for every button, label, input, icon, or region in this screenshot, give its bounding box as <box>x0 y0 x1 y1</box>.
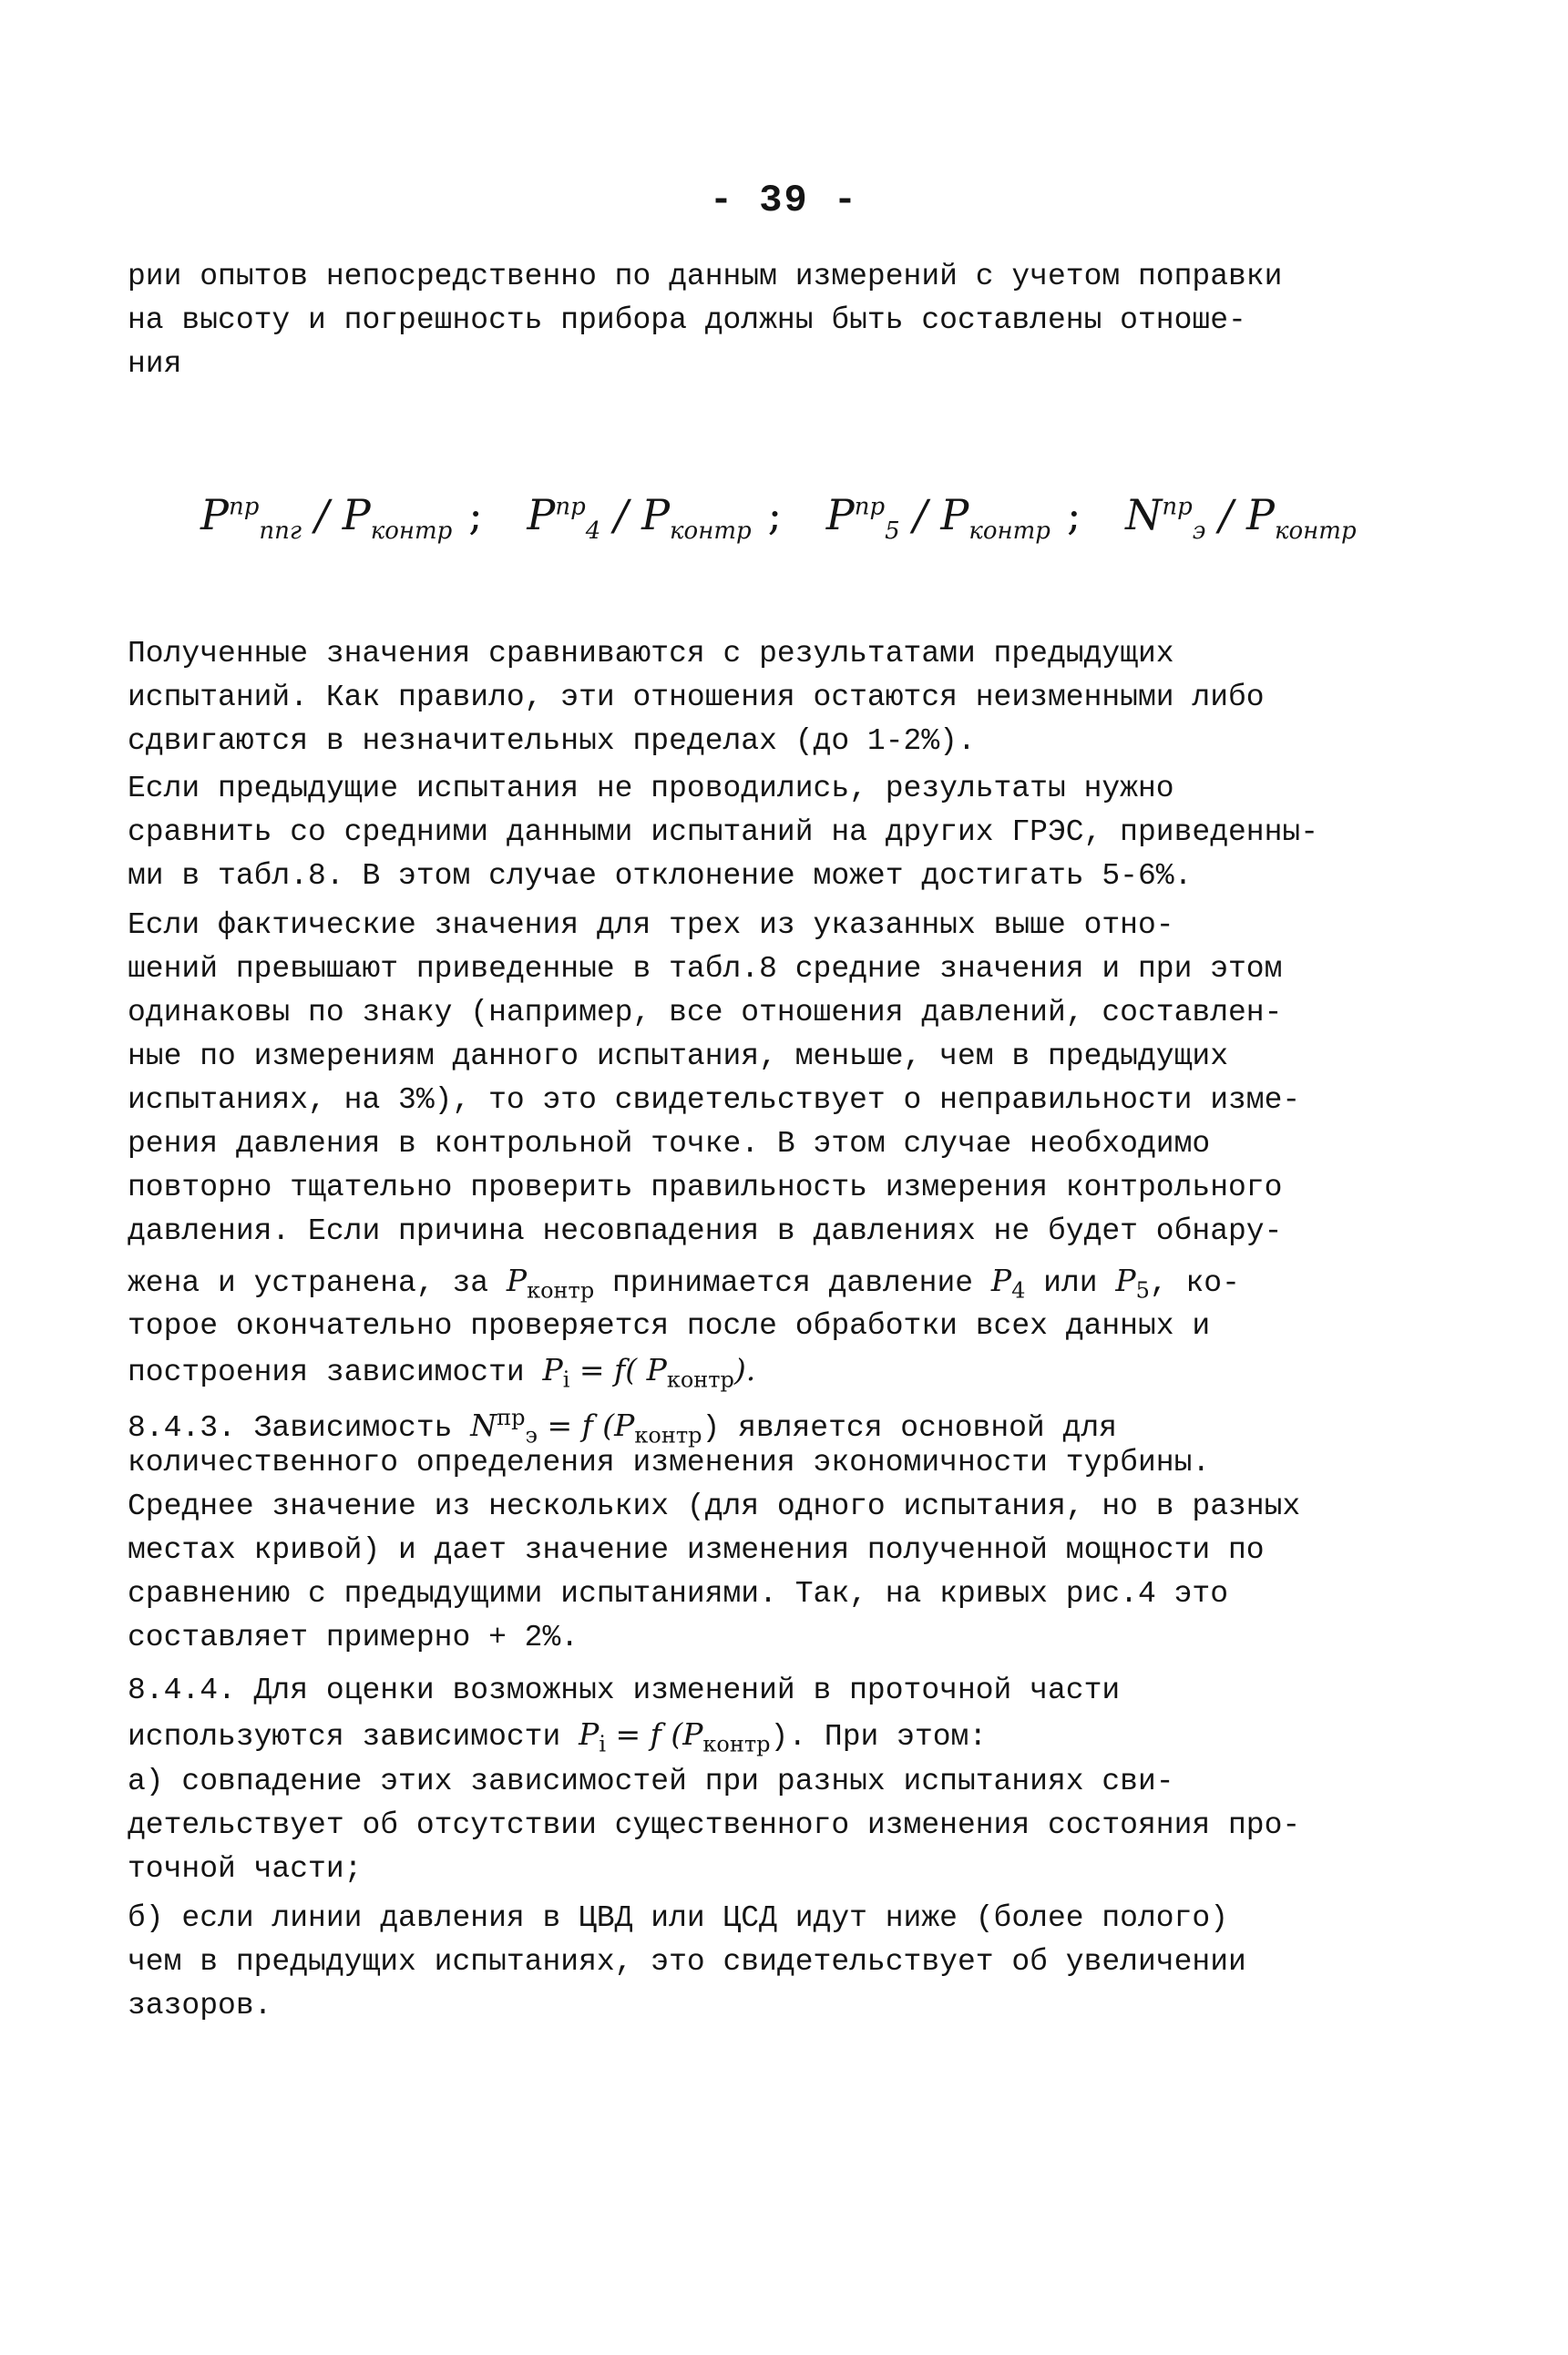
text-line: жена и устранена, за $P_{контр}$ принимается давление $P_4$ или $P_5$, ко- <box>128 1263 1240 1304</box>
text-line: Если предыдущие испытания не проводились, результаты нужно <box>128 772 1174 805</box>
page-number: - 39 - <box>709 179 859 222</box>
text-line: сравнению с предыдущими испытаниями. Так, на кривых рис.4 это <box>128 1577 1228 1611</box>
text-line: 8.4.4. Для оценки возможных изменений в проточной части <box>128 1674 1121 1707</box>
text-line: точной части; <box>128 1852 363 1886</box>
pressure-dependence-formula: $P_i = f$ ($P_{контр}$ <box>579 1716 771 1757</box>
text-line: количественного определения изменения экономичности турбины. <box>128 1446 1211 1480</box>
ratio-ne: $N^{пр}_э / P_{контр}$ <box>1125 490 1357 546</box>
text-line: сравнить со средними данными испытаний на других ГРЭС, приведенны- <box>128 815 1319 849</box>
text-line: рения давления в контрольной точке. В этом случае необходимо <box>128 1127 1211 1161</box>
text-line: б) если линии давления в ЦВД или ЦСД идут ниже (более пологo) <box>128 1901 1228 1935</box>
dependence-formula: $P_i = f$( $P_{контр}$). <box>542 1352 756 1393</box>
text-line: на высоту и погрешность прибора должны быть составлены отноше- <box>128 303 1246 337</box>
text-line: построения зависимости $P_i = f$( $P_{контр}$). <box>128 1352 756 1393</box>
power-dependence-formula: $N^{пр}_э = f$ ($P_{контр}$ <box>470 1405 702 1449</box>
text-line: шений превышают приведенные в табл.8 средние значения и при этом <box>128 952 1283 986</box>
text-line: детельствует об отсутствии существенного изменения состояния про- <box>128 1808 1301 1842</box>
ratio-ppg: $P^{пр}_{ппг} / P_{контр}$ <box>200 490 453 546</box>
text-line: ми в табл.8. В этом случае отклонение может достигать 5-6%. <box>128 859 1193 893</box>
formula-separator: ; <box>767 490 783 539</box>
text-line: ния <box>128 347 182 381</box>
formula-separator: ; <box>1066 490 1081 539</box>
p5-symbol: $P_5$ <box>1115 1263 1150 1304</box>
text-line: повторно тщательно проверить правильность измерения контрольного <box>128 1171 1283 1204</box>
ratios-formula <box>200 490 1358 572</box>
text-line: испытаний. Как правило, эти отношения остаются неизменными либо <box>128 681 1265 714</box>
text-line: торое окончательно проверяется после обработки всех данных и <box>128 1309 1211 1343</box>
text-line: зазоров. <box>128 1989 272 2022</box>
text-line: а) совпадение этих зависимостей при разных испытаниях сви- <box>128 1765 1174 1798</box>
text-line: 8.4.3. Зависимость $N^{пр}_э = f$ $(P_{контр})$ является основной для <box>128 1405 1117 1449</box>
text-line: местах кривой) и дает значение изменения полученной мощности по <box>128 1533 1265 1567</box>
text-line: рии опытов непосредственно по данным измерений с учетом поправки <box>128 260 1283 293</box>
ratio-p5: $P^{пр}_5 / P_{контр}$ <box>825 490 1050 546</box>
text-line: давления. Если причина несовпадения в давлениях не будет обнару- <box>128 1214 1283 1248</box>
formula-separator: ; <box>468 490 483 539</box>
text-line: сдвигаются в незначительных пределах (до 1-2%). <box>128 724 976 758</box>
text-line: чем в предыдущих испытаниях, это свидетельствует об увеличении <box>128 1945 1246 1979</box>
ratio-p4: $P^{пр}_4 / P_{контр}$ <box>527 490 752 546</box>
text-line: Полученные значения сравниваются с результатами предыдущих <box>128 637 1174 671</box>
text-line: используются зависимости $P_i = f$ $(P_{контр})$. При этом: <box>128 1716 988 1757</box>
p4-symbol: $P_4$ <box>990 1263 1026 1304</box>
text-line: составляет примерно + 2%. <box>128 1621 579 1654</box>
text-line: одинаковы по знаку (например, все отношения давлений, составлен- <box>128 996 1283 1029</box>
p-kontr-symbol: $P_{контр}$ <box>506 1263 595 1304</box>
text-line: испытаниях, на 3%), то это свидетельствует о неправильности изме- <box>128 1083 1301 1117</box>
text-line: Если фактические значения для трех из указанных выше отно- <box>128 908 1174 942</box>
text-line: Среднее значение из нескольких (для одного испытания, но в разных <box>128 1490 1301 1523</box>
text-line: ные по измерениям данного испытания, меньше, чем в предыдущих <box>128 1039 1228 1073</box>
